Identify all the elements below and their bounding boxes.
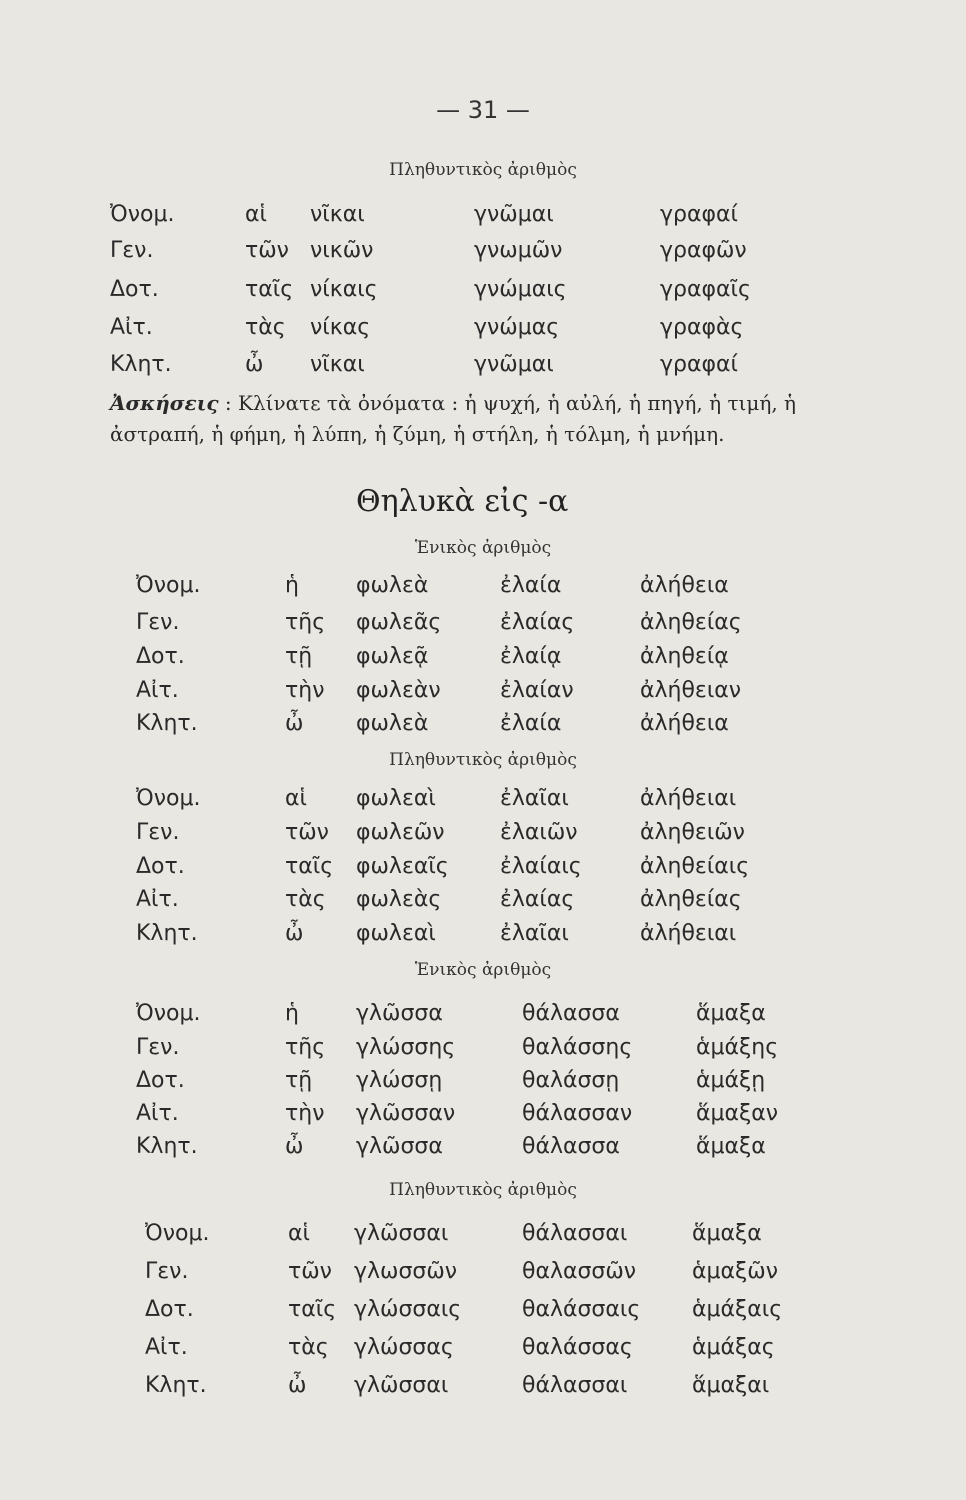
word-col1: φωλεὰ [356, 573, 429, 598]
table-row [0, 1254, 966, 1290]
article: ὦ [285, 921, 304, 946]
word-col2: ἐλαίαις [500, 854, 582, 879]
case-label: Αἰτ. [136, 678, 179, 703]
table-row [0, 568, 966, 604]
case-label: Κλητ. [136, 921, 198, 946]
word-col3: ἁμάξης [696, 1035, 779, 1060]
case-label: Γεν. [145, 1259, 189, 1284]
word-col1: φωλεᾷ [356, 644, 429, 669]
block-heading: Ἑνικὸς ἀριθμὸς [414, 960, 552, 980]
table-row [0, 1368, 966, 1404]
case-label: Γεν. [136, 1035, 180, 1060]
case-label: Αἰτ. [145, 1335, 188, 1360]
table-row [0, 849, 966, 885]
word-col2: γνῶμαι [474, 352, 554, 377]
word-col2: ἐλαίας [500, 610, 575, 635]
word-col2: ἐλαία [500, 711, 562, 736]
word-col1: γλῶσσαι [354, 1221, 449, 1246]
case-label: Γεν. [110, 238, 154, 263]
table-row [0, 639, 966, 675]
word-col2: γνωμῶν [474, 238, 563, 263]
case-label: Ὀνομ. [136, 786, 201, 811]
case-label: Δοτ. [136, 1068, 185, 1093]
word-col2: θάλασσα [522, 1001, 620, 1026]
word-col3: ἀλήθειαι [640, 921, 737, 946]
case-label: Γεν. [136, 820, 180, 845]
exercise-label: Ἀσκήσεις [110, 391, 219, 415]
word-col2: γνώμας [474, 315, 560, 340]
table-row [0, 781, 966, 817]
article: τὴν [285, 1101, 325, 1126]
word-col3: ἅμαξαν [696, 1101, 779, 1126]
table-row [0, 996, 966, 1032]
word-col3: ἀλήθειαι [640, 786, 737, 811]
article: ταῖς [285, 854, 334, 879]
word-col1: γλωσσῶν [354, 1259, 458, 1284]
word-col2: θάλασσαι [522, 1373, 628, 1398]
article: τῶν [288, 1259, 332, 1284]
section-title: Θηλυκὰ εἰς -α [356, 484, 569, 519]
word-col2: ἐλαίᾳ [500, 644, 562, 669]
word-col1: φωλεὰ [356, 711, 429, 736]
word-col3: ἁμάξῃ [696, 1068, 766, 1093]
table-row [0, 310, 966, 346]
article: ταῖς [245, 277, 294, 302]
word-col1: φωλεᾶς [356, 610, 442, 635]
word-col3: ἅμαξα [696, 1001, 766, 1026]
word-col1: φωλεαὶ [356, 786, 436, 811]
article: τῶν [245, 238, 289, 263]
case-label: Κλητ. [136, 711, 198, 736]
word-col3: ἀληθείαις [640, 854, 750, 879]
word-col3: ἀληθειῶν [640, 820, 745, 845]
word-col2: ἐλαίας [500, 887, 575, 912]
word-col2: γνώμαις [474, 277, 567, 302]
table-row [0, 272, 966, 308]
exercise-paragraph [110, 388, 870, 450]
word-col3: γραφαῖς [660, 277, 751, 302]
word-col3: ἁμαξῶν [692, 1259, 778, 1284]
word-col2: θαλάσσαις [522, 1297, 641, 1322]
case-label: Ὀνομ. [110, 202, 175, 227]
case-label: Κλητ. [136, 1134, 198, 1159]
word-col1: φωλεαῖς [356, 854, 449, 879]
page-number: — 31 — [436, 96, 530, 124]
word-col1: γλώσσῃ [356, 1068, 443, 1093]
word-col3: ἀλήθεια [640, 573, 729, 598]
table-row [0, 1216, 966, 1252]
case-label: Κλητ. [145, 1373, 207, 1398]
article: τὰς [285, 887, 326, 912]
article: ἡ [285, 573, 299, 598]
word-col2: γνῶμαι [474, 202, 554, 227]
table-row [0, 1030, 966, 1066]
word-col2: ἐλαία [500, 573, 562, 598]
word-col3: ἀληθείᾳ [640, 644, 729, 669]
table-row [0, 233, 966, 269]
article: ὦ [288, 1373, 307, 1398]
word-col3: γραφαί [660, 352, 738, 377]
case-label: Ὀνομ. [136, 573, 201, 598]
word-col2: ἐλαίαν [500, 678, 574, 703]
word-col3: ἀλήθειαν [640, 678, 742, 703]
word-col3: ἁμάξας [692, 1335, 775, 1360]
word-col1: φωλεὰς [356, 887, 442, 912]
word-col1: νικῶν [310, 238, 374, 263]
word-col2: θαλάσσας [522, 1335, 633, 1360]
article: ὦ [245, 352, 264, 377]
word-col3: ἀλήθεια [640, 711, 729, 736]
case-label: Ὀνομ. [136, 1001, 201, 1026]
block-heading: Ἑνικὸς ἀριθμὸς [414, 538, 552, 558]
word-col3: ἀληθείας [640, 610, 742, 635]
word-col3: ἀληθείας [640, 887, 742, 912]
word-col3: ἁμάξαις [692, 1297, 783, 1322]
article: τῆς [285, 610, 326, 635]
word-col2: θαλασσῶν [522, 1259, 637, 1284]
word-col1: νίκας [310, 315, 371, 340]
table-row [0, 1096, 966, 1132]
case-label: Δοτ. [145, 1297, 194, 1322]
word-col1: γλώσσης [356, 1035, 456, 1060]
block-heading: Πληθυντικὸς ἀριθμὸς [389, 160, 577, 180]
word-col2: θάλασσαν [522, 1101, 633, 1126]
table-row [0, 1063, 966, 1099]
table-row [0, 347, 966, 383]
word-col3: ἅμαξαι [692, 1373, 770, 1398]
table-row [0, 605, 966, 641]
article: τὰς [288, 1335, 329, 1360]
case-label: Γεν. [136, 610, 180, 635]
word-col1: φωλεῶν [356, 820, 445, 845]
case-label: Αἰτ. [136, 887, 179, 912]
word-col2: θάλασσα [522, 1134, 620, 1159]
word-col2: θαλάσσης [522, 1035, 633, 1060]
case-label: Δοτ. [110, 277, 159, 302]
article: ὦ [285, 711, 304, 736]
word-col1: γλῶσσαν [356, 1101, 456, 1126]
word-col1: φωλεὰν [356, 678, 441, 703]
article: ἡ [285, 1001, 299, 1026]
article: αἱ [245, 202, 267, 227]
word-col2: ἐλαῖαι [500, 921, 569, 946]
exercise-text: : Κλίνατε τὰ ὀνόματα : ἡ ψυχή, ἡ αὐλή, ἡ πηγή, ἡ τιμή, ἡ ἀστραπή, ἡ φήμη, ἡ λύπη, ἡ ζύμη, ἡ στήλη, ἡ τόλμη, ἡ μνήμη. [110, 391, 797, 446]
case-label: Δοτ. [136, 854, 185, 879]
article: αἱ [285, 786, 307, 811]
case-label: Αἰτ. [136, 1101, 179, 1126]
article: ταῖς [288, 1297, 337, 1322]
word-col2: θαλάσσῃ [522, 1068, 620, 1093]
word-col2: ἐλαῖαι [500, 786, 569, 811]
word-col3: ἅμαξα [696, 1134, 766, 1159]
article: τὰς [245, 315, 286, 340]
word-col3: γραφῶν [660, 238, 747, 263]
table-row [0, 916, 966, 952]
word-col1: γλῶσσαι [354, 1373, 449, 1398]
word-col1: νίκαις [310, 277, 378, 302]
table-row [0, 882, 966, 918]
article: ὦ [285, 1134, 304, 1159]
case-label: Δοτ. [136, 644, 185, 669]
word-col1: γλῶσσα [356, 1001, 443, 1026]
word-col1: γλώσσαις [354, 1297, 462, 1322]
block-heading: Πληθυντικὸς ἀριθμὸς [389, 1180, 577, 1200]
table-row [0, 706, 966, 742]
case-label: Κλητ. [110, 352, 172, 377]
word-col1: φωλεαὶ [356, 921, 436, 946]
table-row [0, 1129, 966, 1165]
word-col2: θάλασσαι [522, 1221, 628, 1246]
word-col3: γραφαί [660, 202, 738, 227]
case-label: Αἰτ. [110, 315, 153, 340]
article: αἱ [288, 1221, 310, 1246]
article: τὴν [285, 678, 325, 703]
word-col3: γραφὰς [660, 315, 744, 340]
table-row [0, 1292, 966, 1328]
article: τῇ [285, 1068, 313, 1093]
word-col3: ἅμαξα [692, 1221, 762, 1246]
word-col1: γλῶσσα [356, 1134, 443, 1159]
article: τῆς [285, 1035, 326, 1060]
word-col1: νῖκαι [310, 202, 365, 227]
article: τῶν [285, 820, 329, 845]
word-col1: νῖκαι [310, 352, 365, 377]
case-label: Ὀνομ. [145, 1221, 210, 1246]
article: τῇ [285, 644, 313, 669]
word-col1: γλώσσας [354, 1335, 454, 1360]
table-row [0, 815, 966, 851]
block-heading: Πληθυντικὸς ἀριθμὸς [389, 750, 577, 770]
table-row [0, 673, 966, 709]
word-col2: ἐλαιῶν [500, 820, 578, 845]
table-row [0, 197, 966, 233]
table-row [0, 1330, 966, 1366]
